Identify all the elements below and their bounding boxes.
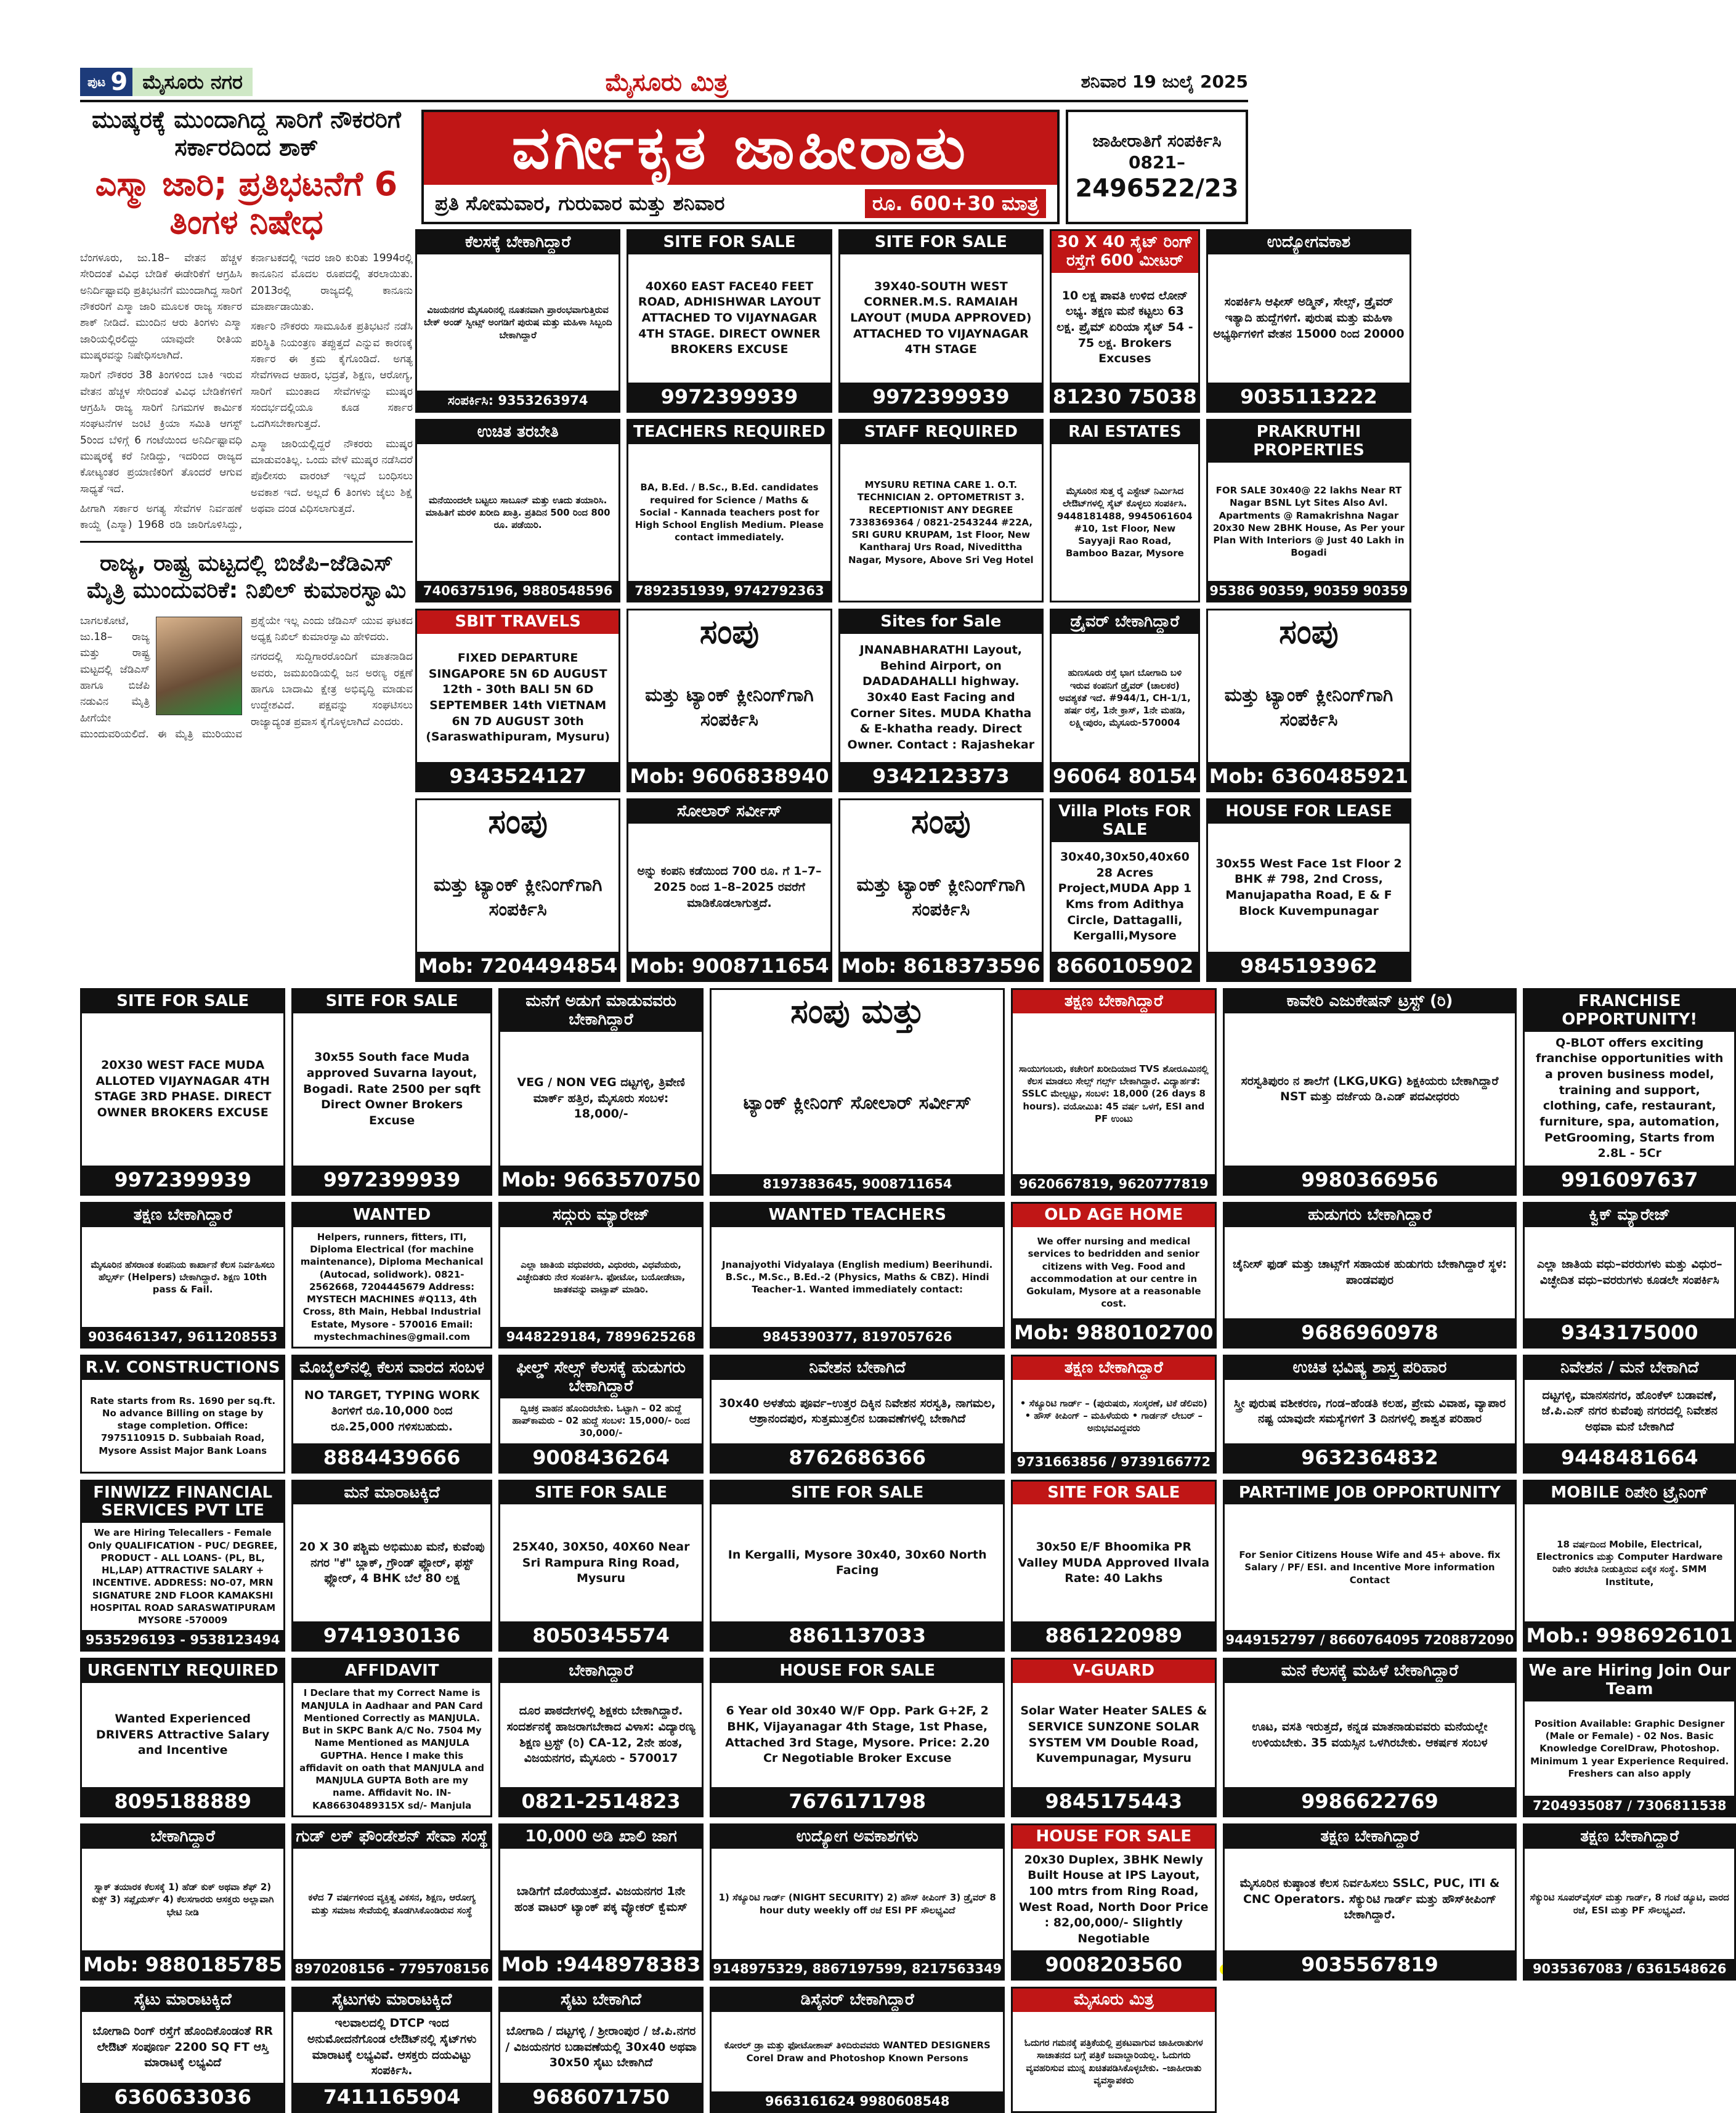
ad-title: ಸಂಪು — [1208, 610, 1409, 654]
ad-body: ಟ್ಯಾಂಕ್ ಕ್ಲೀನಿಂಗ್ ಸೋಲಾರ್ ಸರ್ವೀಸ್ — [743, 1092, 971, 1114]
ad-title: ಡಿಸೈನರ್ ಬೇಕಾಗಿದ್ದಾರೆ — [712, 1989, 1003, 2012]
classified-ad — [291, 1658, 492, 1817]
ad-title: SITE FOR SALE — [82, 990, 283, 1013]
classified-ad — [1206, 798, 1411, 982]
ad-body: Position Available: Graphic Designer (Male or Female) - 02 Nos. Basic Knowledge CorelDraw, Photoshop. Minimum 1 year Experience Required. Freshers can also apply — [1530, 1718, 1729, 1779]
story1-paragraph: ಹೀಗಾಗಿ ಸರ್ಕಾರ ಅಗತ್ಯ ಸೇವೆಗಳ ನಿರ್ವಹಣೆ ಕಾಯ್ದೆ (ಎಸ್ಮಾ) 1968 ರಡಿ ಜಾರಿಗೊಳಿಸಿದ್ದು, ಕರ್ನಾಟಕದಲ್ಲಿ ಇದರ ಜಾರಿ ಕುರಿತು 1994ರಲ್ಲಿ ಕಾನೂನಿನ ಮೊದಲ ರೂಪದಲ್ಲಿ ತರಲಾಯಿತು. 2013ರಲ್ಲಿ ರಾಜ್ಯದಲ್ಲಿ ಕಾನೂನು ಮಾರ್ಪಾಡಾಯಿತು. — [80, 251, 413, 532]
ad-body: ಸರಸ್ವತಿಪುರಂ ನ ಶಾಲೆಗೆ (LKG,UKG) ಶಿಕ್ಷಕಿಯರು ಬೇಕಾಗಿದ್ದಾರೆ NST ಮತ್ತು ದರ್ಜೆಯ ಡಿ.ಎಡ್ ಪದವೀಧರರು — [1241, 1074, 1499, 1104]
ad-body: 30x55 West Face 1st Floor 2 BHK # 798, 2nd Cross, Manujapatha Road, E & F Block Kuvempunagar — [1215, 856, 1402, 918]
page-number-box — [80, 68, 135, 96]
ad-title: R.V. CONSTRUCTIONS — [82, 1357, 283, 1380]
story2-headline: ರಾಜ್ಯ, ರಾಷ್ಟ್ರ ಮಟ್ಟದಲ್ಲಿ ಬಿಜೆಪಿ–ಜೆಡಿಎಸ್ ಮೈತ್ರಿ ಮುಂದುವರಿಕೆ: ನಿಖಿಲ್ ಕುಮಾರಸ್ವಾಮಿ — [86, 550, 407, 603]
banner-rate: ರೂ. 600+30 ಮಾತ್ರ — [865, 189, 1046, 218]
story1-paragraph: ಸಾರಿಗೆ ನೌಕರರ 38 ತಿಂಗಳಿಂದ ಬಾಕಿ ಇರುವ ವೇತನ ಹೆಚ್ಚಳ ಸೇರಿದಂತೆ ವಿವಿಧ ಬೇಡಿಕೆಗಳಿಗೆ ಆಗ್ರಹಿಸಿ ರಾಜ್ಯ ಸಾರಿಗೆ ನಿಗಮಗಳ ಕಾರ್ಮಿಕ ಸಂಘಟನೆಗಳ ಜಂಟಿ ಕ್ರಿಯಾ ಸಮಿತಿ ಆಗಸ್ಟ್ 5ರಿಂದ ಬೆಳಿಗ್ಗೆ 6 ಗಂಟೆಯಿಂದ ಅನಿರ್ದಿಷ್ಟಾವಧಿ ಮುಷ್ಕರಕ್ಕೆ ಕರೆ ನೀಡಿದ್ದು, ಇದರಿಂದ ರಾಜ್ಯದ ಕೋಟ್ಯಂತರ ಪ್ರಯಾಣಿಕರಿಗೆ ತೊಂದರೆ ಆಗುವ ಸಾಧ್ಯತೆ ಇದೆ. — [80, 369, 242, 495]
ad-body: FOR SALE 30x40@ 22 lakhs Near RT Nagar BSNL Lyt Sites Also Avl. Apartments @ Ramakrishna Nagar 20x30 New 2BHK House, As Per your Plan With Interiors @ Just 40 Lakh in Bogadi — [1212, 485, 1405, 559]
ad-phone: 9845193962 — [1208, 952, 1409, 980]
ad-phone: 0821-2514823 — [500, 1787, 702, 1815]
classified-ad — [1050, 798, 1200, 982]
header-rule — [80, 100, 1248, 102]
ad-phone: 9972399939 — [293, 1166, 490, 1194]
ad-phone: 8861220989 — [1013, 1621, 1214, 1650]
ad-body: ಸೆಕ್ಯುರಿಟಿ ಸೂಪರ್‌ವೈಸರ್ ಮತ್ತು ಗಾರ್ಡ್, 8 ಗಂಟೆ ಡ್ಯೂಟಿ, ವಾರದ ರಜೆ, ESI ಮತ್ತು PF ಸೌಲಭ್ಯವಿದೆ. — [1530, 1892, 1729, 1916]
ad-body: ಮನೆಯಿಂದಲೇ ಬಟ್ಟಲು ಸಾಬೂನ್ ಮತ್ತು ಊದು ತಯಾರಿಸಿ. ಮಾಹಿತಿಗೆ ಮರಳಿ ಖರೀದಿ ಖಾತ್ರಿ. ಪ್ರತಿದಿನ 500 ರಿಂದ 800 ರೂ. ಪಡೆಯಿರಿ. — [425, 494, 610, 531]
ad-phone: 9449152797 / 8660764095 7208872090 — [1225, 1630, 1515, 1650]
story1-headline: ಮುಷ್ಕರಕ್ಕೆ ಮುಂದಾಗಿದ್ದ ಸಾರಿಗೆ ನೌಕರರಿಗೆ ಸರ್ಕಾರದಿಂದ ಶಾಕ್ — [92, 106, 401, 161]
ad-title: ಸೈಟುಗಳು ಮಾರಾಟಕ್ಕಿದೆ — [293, 1989, 490, 2012]
classified-ad — [80, 1355, 285, 1474]
ad-body: ಸಂಪರ್ಕಿಸಿ ಆಫೀಸ್ ಅಡ್ಮಿನ್, ಸೇಲ್ಸ್, ಡ್ರೈವರ್ ಇತ್ಯಾದಿ ಹುದ್ದೆಗಳಿಗೆ. ಪುರುಷ ಮತ್ತು ಮಹಿಳಾ ಅಭ್ಯರ್ಥಿಗಳಿಗೆ ವೇತನ 15000 ರಿಂದ 20000 — [1213, 295, 1405, 341]
ad-phone: 8861137033 — [712, 1621, 1003, 1650]
ad-title: FRANCHISE OPPORTUNITY! — [1525, 990, 1734, 1032]
ad-phone: 6360633036 — [82, 2083, 283, 2111]
ad-title: ಸದ್ಗುರು ಮ್ಯಾರೇಜ್ — [500, 1204, 702, 1227]
ad-phone: Mob: 9663570750 — [500, 1166, 702, 1194]
ad-phone: Mob.: 9986926101 — [1525, 1621, 1734, 1650]
ad-body: Q-BLOT offers exciting franchise opportunities with a proven business model, training and support, clothing, cafe, restaurant, furniture, spa, automation, PetGrooming, Starts from 2.8L - 5Cr — [1535, 1036, 1724, 1161]
ad-phone: 8095188889 — [82, 1787, 283, 1815]
ad-body: 10 ಲಕ್ಷ ಪಾವತಿ ಉಳಿದ ಲೋನ್ ಲಭ್ಯ. ತಕ್ಷಣ ಮನೆ ಕಟ್ಟಲು 63 ಲಕ್ಷ. ಪ್ರೈಮ್ ಏರಿಯಾ ಸೈಟ್ 54 - 75 ಲಕ್ಷ. Brokers Excuses — [1057, 288, 1193, 366]
ad-phone: 9686960978 — [1225, 1318, 1515, 1347]
ad-title: ಸಂಪು — [417, 800, 619, 843]
ad-phone: 9632364832 — [1225, 1443, 1515, 1472]
ad-body: ಸ್ನಾಕ್ ತಯಾರಕ ಕೆಲಸಕ್ಕೆ 1) ಹೆಡ್ ಕುಕ್ ಅಥವಾ ಶೆಫ್ 2) ಕುಕ್ಸ್ 3) ಸಪ್ಲೈಯರ್ಸ್ 4) ಕೆಲಸಗಾರರು ಆಸಕ್ತರು ಅಲ್ಲಾವಾಗಿ ಭೇಟಿ ನೀಡಿ — [91, 1881, 274, 1918]
ad-body: In Kergalli, Mysore 30x40, 30x60 North Facing — [728, 1547, 987, 1578]
ad-body: ದ್ವಿಚಕ್ರ ವಾಹನ ಹೊಂದಿರಬೇಕು. ಓಟ್ಟಾಗಿ – 02 ಹುದ್ದೆ ಹಾಪ್‌ಕಾಮರು – 02 ಹುದ್ದೆ ಸಂಬಳ: 15,000/- ರಿಂದ 30,000/- — [512, 1402, 690, 1439]
ad-body: ದೂರ ಪಾಠದೇಗಳಲ್ಲಿ ಶಿಕ್ಷಕರು ಬೇಕಾಗಿದ್ದಾರೆ. ಸಂದರ್ಶನಕ್ಕೆ ಹಾಜರಾಗಬೇಕಾದ ವಿಳಾಸ: ವಿದ್ಯಾರಣ್ಯ ಶಿಕ್ಷಣ ಟ್ರಸ್ಟ್ (ರಿ) CA-12, 2ನೇ ಹಂತ, ವಿಜಯನಗರ, ಮೈಸೂರು - 570017 — [506, 1704, 696, 1766]
ad-title: Villa Plots FOR SALE — [1052, 800, 1198, 842]
classified-ad — [291, 1355, 492, 1474]
ad-title: Sites for Sale — [840, 610, 1042, 634]
ad-title: SITE FOR SALE — [500, 1482, 702, 1505]
classified-ad — [291, 1202, 492, 1349]
ad-phone: Mob: 7204494854 — [417, 952, 619, 980]
ad-title: HOUSE FOR SALE — [712, 1660, 1003, 1683]
classified-ad — [1523, 1658, 1735, 1817]
ad-phone: Mob: 8618373596 — [840, 952, 1042, 980]
ad-title: SBIT TRAVELS — [417, 610, 619, 634]
ad-body: ಮತ್ತು ಟ್ಯಾಂಕ್ ಕ್ಲೀನಿಂಗ್‌ಗಾಗಿ ಸಂಪರ್ಕಿಸಿ — [1224, 684, 1393, 731]
contact-phone: 2496522/23 — [1075, 174, 1239, 203]
contact-label: ಜಾಹೀರಾತಿಗೆ ಸಂಪರ್ಕಿಸಿ — [1092, 131, 1222, 151]
ad-body: ಅನ್ನು ಕಂಪನಿ ಕಡೆಯಿಂದ 700 ರೂ. ಗೆ 1–7–2025 ರಿಂದ 1–8–2025 ರವರೆಗೆ ಮಾಡಿಕೊಡಲಾಗುತ್ತದೆ. — [637, 864, 822, 910]
classified-ad — [415, 229, 620, 413]
contact-box — [1066, 110, 1248, 224]
ad-body: 20X30 WEST FACE MUDA ALLOTED VIJAYNAGAR 4TH STAGE 3RD PHASE. DIRECT OWNER BROKERS EXCUSE — [94, 1058, 272, 1120]
ad-body: NO TARGET, TYPING WORK ತಿಂಗಳಿಗೆ ರೂ.10,000 ರಿಂದ ರೂ.25,000 ಗಳಿಸಬಹುದು. — [304, 1388, 480, 1434]
classified-ad — [1223, 1658, 1517, 1817]
ad-body: For Senior Citizens House Wife and 45+ above. fix Salary / PF/ ESI. and Incentive More information Contact — [1239, 1549, 1501, 1586]
ad-title: RAI ESTATES — [1052, 421, 1198, 444]
ad-title: ತಕ್ಷಣ ಬೇಕಾಗಿದ್ದಾರೆ — [1525, 1825, 1734, 1849]
ad-phone: Mob: 9880185785 — [82, 1950, 283, 1979]
ad-title: PRAKRUTHI PROPERTIES — [1208, 421, 1409, 463]
classified-ad — [291, 1987, 492, 2112]
ad-body: ಮೈಸೂರಿನ ಕುಷ್ಠಾಂತ ಕೆಲಸ ನಿರ್ವಹಿಸಲು SSLC, PUC, ITI & CNC Operators. ಸೆಕ್ಯುರಿಟಿ ಗಾರ್ಡ್ ಮತ್ತು ಹೌಸ್‌ಕೀಪಿಂಗ್ ಬೇಕಾಗಿದ್ದಾರೆ. — [1239, 1876, 1500, 1922]
ad-phone: 8884439666 — [293, 1443, 490, 1472]
ad-title: MOBILE ರಿಪೇರಿ ಟ್ರೈನಿಂಗ್ — [1525, 1482, 1734, 1505]
ad-title: SITE FOR SALE — [1013, 1482, 1214, 1505]
ad-title: ಸೋಲಾರ್ ಸರ್ವೀಸ್ — [628, 800, 830, 824]
classified-ad — [291, 1480, 492, 1652]
ad-phone: 9448481664 — [1525, 1443, 1734, 1472]
ad-title: 30 X 40 ಸೈಟ್ ರಿಂಗ್ ರಸ್ತೆಗೆ 600 ಮೀಟರ್ — [1052, 231, 1198, 273]
ad-phone: 9845390377, 8197057626 — [712, 1327, 1003, 1347]
page-label: ಪುಟ — [87, 75, 106, 89]
ad-title: AFFIDAVIT — [293, 1660, 490, 1683]
ad-title: ಕೆಲಸಕ್ಕೆ ಬೇಕಾಗಿದ್ದಾರೆ — [417, 231, 619, 254]
ad-title: TEACHERS REQUIRED — [628, 421, 830, 444]
ad-title: V-GUARD — [1013, 1660, 1214, 1683]
classified-ad — [1523, 1823, 1735, 1981]
ad-title: WANTED — [293, 1204, 490, 1227]
classifieds-banner — [421, 110, 1060, 224]
classified-ad — [80, 1823, 285, 1981]
classified-ad — [1223, 1355, 1517, 1474]
ad-title: ಮನೆ ಮಾರಾಟಕ್ಕಿದೆ — [293, 1482, 490, 1505]
classified-ad — [1050, 419, 1200, 602]
ad-phone: 9620667819, 9620777819 — [1013, 1174, 1214, 1194]
ad-body: • ಸೆಕ್ಯೂರಿಟಿ ಗಾರ್ಡ್ – (ಪುರುಷರು, ಸಂಸ್ಕರಣೆ, ಟಿಕೆ ಡೆಲಿವರಿ) • ಹೌಸ್ ಕೀಪಿಂಗ್ – ಮಹಿಳೆಯರು • ಗಾರ್ಡನ್ ಲೇಬರ್ – ಅನುಭವವಿದ್ದವರು — [1020, 1397, 1207, 1434]
classified-ad — [1523, 988, 1735, 1196]
ad-body: 30x55 South face Muda approved Suvarna layout, Bogadi. Rate 2500 per sqft Direct Owner Brokers Excuse — [303, 1050, 481, 1127]
classified-ad — [498, 1355, 704, 1474]
ad-phone: 8660105902 — [1052, 952, 1198, 980]
ad-phone: 96064 80154 — [1052, 762, 1198, 790]
ad-title: STAFF REQUIRED — [840, 421, 1042, 444]
classified-ad — [838, 229, 1044, 413]
ad-title: URGENTLY REQUIRED — [82, 1660, 283, 1683]
ad-body: ಊಟ, ವಸತಿ ಇರುತ್ತದೆ, ಕನ್ನಡ ಮಾತನಾಡುವವರು ಮನೆಯಲ್ಲೇ ಉಳಿಯಬೇಕು. 35 ವಯಸ್ಸಿನ ಒಳಗಿರಬೇಕು. ಆಕರ್ಷಕ ಸಂಬಳ — [1252, 1719, 1488, 1750]
classified-ad — [1206, 229, 1411, 413]
ad-phone: 9972399939 — [628, 383, 830, 411]
divider — [80, 541, 413, 543]
ad-phone: 9741930136 — [293, 1621, 490, 1650]
ad-phone: 7676171798 — [712, 1787, 1003, 1815]
ad-body: ವಿಜಯನಗರ ಮೈಸೂರಿನಲ್ಲಿ ನೂತನವಾಗಿ ಪ್ರಾರಂಭವಾಗುತ್ತಿರುವ ಬೇಕ್ ಅಂಡ್ ಸ್ವೀಟ್ಸ್ ಅಂಗಡಿಗೆ ಪುರುಷ ಮತ್ತು ಮಹಿಳಾ ಸಿಬ್ಬಂದಿ ಬೇಕಾಗಿದ್ದಾರೆ — [423, 304, 612, 341]
ad-body: 6 Year old 30x40 W/F Opp. Park G+2F, 2 BHK, Vijayanagar 4th Stage, 1st Phase, Attached 3rd Stage, Mysore. Price: 2.20 Cr Negotiable Broker Excuse — [725, 1704, 990, 1766]
classified-ad — [1050, 229, 1200, 413]
ad-phone: 9035567819 — [1225, 1950, 1515, 1979]
ad-title: ತಕ್ಷಣ ಬೇಕಾಗಿದ್ದಾರೆ — [1013, 1357, 1214, 1380]
ad-phone: 9986622769 — [1225, 1787, 1515, 1815]
classified-ad — [1011, 1658, 1216, 1817]
classified-ad — [415, 609, 620, 792]
classified-ad — [80, 988, 285, 1196]
ad-body: Rate starts from Rs. 1690 per sq.ft. No advance Billing on stage by stage completion. Office: 7975110915 D. Subbaiah Road, Mysore Assist Major Bank Loans — [90, 1395, 276, 1456]
ad-phone: 7406375196, 9880548596 — [417, 581, 619, 601]
ad-body: Jnanajyothi Vidyalaya (English medium) Beerihundi. B.Sc., M.Sc., B.Ed.-2 (Physics, Maths & CBZ). Hindi Teacher-1. Wanted immediately contact: — [722, 1259, 993, 1296]
ad-body: 30x50 E/F Bhoomika PR Valley MUDA Approved Ilvala Rate: 40 Lakhs — [1018, 1539, 1210, 1586]
ad-body: 30x40 ಅಳತೆಯ ಪೂರ್ವ–ಉತ್ತರ ದಿಕ್ಕಿನ ನಿವೇಶನ ಸರಸ್ವತಿ, ನಾಗಮಲ, ಆಶ್ರಾನಂದಪುರ, ಸುತ್ತಮುತ್ತಲಿನ ಬಡಾವಣೆಗಳಲ್ಲಿ ಬೇಕಾಗಿದೆ — [719, 1396, 996, 1426]
classified-ad — [1523, 1355, 1735, 1474]
banner-title: ವರ್ಗೀಕೃತ ಜಾಹೀರಾತು — [424, 112, 1057, 185]
ad-phone: 8762686366 — [712, 1443, 1003, 1472]
ad-title: ನಿವೇಶನ ಬೇಕಾಗಿದೆ — [712, 1357, 1003, 1380]
ad-title: ಉದ್ಯೋಗ ಅವಕಾಶಗಳು — [712, 1825, 1003, 1849]
ad-body: ಚೈನೀಸ್ ಫುಡ್ ಮತ್ತು ಚಾಟ್ಸ್‌ಗೆ ಸಹಾಯಕ ಹುಡುಗರು ಬೇಕಾಗಿದ್ದಾರೆ ಸ್ಥಳ: ಪಾಂಡವಪುರ — [1232, 1257, 1507, 1287]
ad-title: ಉಚಿತ ತರಬೇತಿ — [417, 421, 619, 444]
ad-title: HOUSE FOR SALE — [1013, 1825, 1214, 1849]
classified-ad — [291, 988, 492, 1196]
ad-body: ಮೈಸೂರಿನ ಹೆಸರಾಂತ ಕಂಪನಿಯ ಕಾರ್ಖಾನೆ ಕೆಲಸ ನಿರ್ವಹಿಸಲು ಹೆಲ್ಪರ್ಸ್ (Helpers) ಬೇಕಾಗಿದ್ದಾರೆ. ಶಿಕ್ಷಣ 10th pass & Fail. — [91, 1259, 275, 1296]
ad-phone: 9731663856 / 9739166772 — [1013, 1452, 1214, 1472]
ad-title: FINWIZZ FINANCIAL SERVICES PVT LTE — [82, 1482, 283, 1523]
ad-body: 30x40,30x50,40x60 28 Acres Project,MUDA App 1 Kms from Adithya Circle, Dattagalli, Kergalli,Mysore — [1058, 850, 1192, 943]
ad-phone: 9448229184, 7899625268 — [500, 1327, 702, 1347]
classified-ad — [627, 798, 832, 982]
ad-title: We are Hiring Join Our Team — [1525, 1660, 1734, 1701]
ad-phone: 9148975329, 8867197599, 8217563349 — [712, 1959, 1003, 1979]
ad-phone: 9035367083 / 6361548626 — [1525, 1959, 1734, 1979]
story1-paragraph: ಸರ್ಕಾರಿ ನೌಕರರು ಸಾಮೂಹಿಕ ಪ್ರತಿಭಟನೆ ನಡೆಸಿ ಪರಿಸ್ಥಿತಿ ನಿಯಂತ್ರಣ ತಪ್ಪುತ್ತದೆ ಎನ್ನುವ ಕಾರಣಕ್ಕೆ ಸರ್ಕಾರ ಈ ಕ್ರಮ ಕೈಗೊಂಡಿದೆ. ಅಗತ್ಯ ಸೇವೆಗಳಾದ ಆಹಾರ, ಭದ್ರತೆ, ಶಿಕ್ಷಣ, ಆರೋಗ್ಯ, ಸಾರಿಗೆ ಮುಂತಾದ ಸೇವೆಗಳನ್ನು ಮುಷ್ಕರ ಸಂದರ್ಭದಲ್ಲಿಯೂ ಕೂಡ ಸರ್ಕಾರ ಒದಗಿಸಬೇಕಾಗುತ್ತದೆ. — [251, 320, 413, 431]
ad-phone: 9343524127 — [417, 762, 619, 790]
story2-body — [80, 613, 413, 743]
ad-title: ತಕ್ಷಣ ಬೇಕಾಗಿದ್ದಾರೆ — [1225, 1825, 1515, 1849]
ad-title: 10,000 ಅಡಿ ಖಾಲಿ ಜಾಗ — [500, 1825, 702, 1849]
classified-ad — [1011, 1987, 1216, 2112]
ad-phone: 9343175000 — [1525, 1318, 1734, 1347]
ad-title: ಫೀಲ್ಡ್ ಸೇಲ್ಸ್ ಕೆಲಸಕ್ಕೆ ಹುಡುಗರು ಬೇಕಾಗಿದ್ದಾರೆ — [500, 1357, 702, 1398]
ad-body: ಮತ್ತು ಟ್ಯಾಂಕ್ ಕ್ಲೀನಿಂಗ್‌ಗಾಗಿ ಸಂಪರ್ಕಿಸಿ — [856, 874, 1026, 921]
contact-code: 0821– — [1129, 152, 1185, 172]
classified-ad — [80, 1658, 285, 1817]
ad-title: ನಿವೇಶನ / ಮನೆ ಬೇಕಾಗಿದೆ — [1525, 1357, 1734, 1380]
ad-title: ಉಚಿತ ಭವಿಷ್ಯ ಶಾಸ್ತ್ರ ಪರಿಹಾರ — [1225, 1357, 1515, 1380]
ad-phone: 9342123373 — [840, 762, 1042, 790]
ad-title: PART-TIME JOB OPPORTUNITY — [1225, 1482, 1515, 1505]
ad-phone: 9036461347, 9611208553 — [82, 1327, 283, 1347]
ad-body: MYSURU RETINA CARE 1. O.T. TECHNICIAN 2. OPTOMETRIST 3. RECEPTIONIST ANY DEGREE 7338369364 / 0821-2543244 #22A, SRI GURU KRUPAM, 1st Floor, New Kantharaj Urs Road, Nivedittha Nagar, Mysore, Above Sri Veg Hotel — [848, 479, 1034, 566]
ad-phone: 8197383645, 9008711654 — [712, 1174, 1003, 1194]
ad-body: ಬಾಡಿಗೆಗೆ ದೊರೆಯುತ್ತದೆ. ವಿಜಯನಗರ 1ನೇ ಹಂತ ವಾಟರ್ ಟ್ಯಾಂಕ್ ಪಕ್ಕ ವ್ಯೋಕರ್ ಕ್ವೆಮಸ್ — [514, 1884, 688, 1914]
ad-body: 20x30 Duplex, 3BHK Newly Built House at IPS Layout, 100 mtrs from Ring Road, West Road, North Door Price : 82,00,000/- Slightly Negotiable — [1019, 1852, 1209, 1945]
ad-title: ಗುಡ್ ಲಕ್ ಫೌಂಡೇಶನ್ ಸೇವಾ ಸಂಸ್ಥೆ — [293, 1825, 490, 1849]
classified-ad — [1523, 1480, 1735, 1652]
ad-title: ಸಂಪು — [628, 610, 830, 654]
classified-ad — [710, 988, 1005, 1196]
ad-body: ಓದುಗರ ಗಮನಕ್ಕೆ ಪತ್ರಿಕೆಯಲ್ಲಿ ಪ್ರಕಟವಾಗುವ ಜಾಹೀರಾತುಗಳ ಸಾಚಾತನದ ಬಗ್ಗೆ ಪತ್ರಿಕೆ ಜವಾಬ್ದಾರಿಯಲ್ಲ. ಓದುಗರು ವ್ಯವಹರಿಸುವ ಮುನ್ನ ಖಚಿತಪಡಿಸಿಕೊಳ್ಳಬೇಕು. –ಜಾಹೀರಾತು ವ್ಯವಸ್ಥಾಪಕರು — [1024, 2037, 1203, 2086]
ad-body: ಮತ್ತು ಟ್ಯಾಂಕ್ ಕ್ಲೀನಿಂಗ್‌ಗಾಗಿ ಸಂಪರ್ಕಿಸಿ — [645, 684, 814, 731]
classified-ad — [710, 1480, 1005, 1652]
page-number: 9 — [110, 68, 128, 96]
classified-ad — [710, 1355, 1005, 1474]
ad-body: BA, B.Ed. / B.Sc., B.Ed. candidates required for Science / Maths & Social - Kannada teachers post for High School English Medium. Please contact immediately. — [635, 482, 824, 543]
ad-phone: 9008436264 — [500, 1443, 702, 1472]
banner-subline — [424, 185, 1057, 222]
ad-title: ಮೊಬೈಲ್‌ನಲ್ಲಿ ಕೆಲಸ ವಾರದ ಸಂಬಳ — [293, 1357, 490, 1380]
classified-ad — [1223, 1202, 1517, 1349]
ad-body: Solar Water Heater SALES & SERVICE SUNZONE SOLAR SYSTEM VM Double Road, Kuvempunagar, Mysuru — [1020, 1704, 1207, 1766]
ad-body: FIXED DEPARTURE SINGAPORE 5N 6D AUGUST 12th - 30th BALI 5N 6D SEPTEMBER 14th VIETNAM 6N 7D AUGUST 30th (Saraswathipuram, Mysuru) — [426, 651, 610, 744]
ad-title: ಮೈಸೂರು ಮಿತ್ರ — [1013, 1989, 1214, 2012]
classified-ad — [291, 1823, 492, 1981]
ad-title: SITE FOR SALE — [712, 1482, 1003, 1505]
classified-ad — [1011, 1202, 1216, 1349]
classified-ad — [710, 1202, 1005, 1349]
ad-phone: Mob: 6360485921 — [1208, 762, 1409, 790]
ad-body: Wanted Experienced DRIVERS Attractive Salary and Incentive — [95, 1712, 270, 1758]
ad-phone: 9686071750 — [500, 2083, 702, 2111]
classified-ad — [1050, 609, 1200, 792]
classified-ad — [1223, 1823, 1517, 1981]
ad-phone: 9663161624 9980608548 — [712, 2091, 1003, 2111]
ad-phone: 7411165904 — [293, 2083, 490, 2111]
ad-phone: 8970208156 - 7795708156 — [293, 1959, 490, 1979]
classified-ad — [838, 419, 1044, 602]
ad-title: ಮನೆ ಕೆಲಸಕ್ಕೆ ಮಹಿಳೆ ಬೇಕಾಗಿದ್ದಾರೆ — [1225, 1660, 1515, 1683]
classified-ad — [80, 1987, 285, 2112]
classified-ad — [415, 798, 620, 982]
classified-ad — [1223, 988, 1517, 1196]
ad-phone: 7204935087 / 7306811538 — [1525, 1796, 1734, 1815]
ad-body: We offer nursing and medical services to bedridden and senior citizens with Veg. Food and accommodation at our centre in Gokulam, Mysore at a reasonable cost. — [1026, 1236, 1201, 1310]
ad-title: WANTED TEACHERS — [712, 1204, 1003, 1227]
ad-phone: 9972399939 — [82, 1166, 283, 1194]
ad-title: ಸಂಪು — [840, 800, 1042, 843]
classified-ad — [498, 1987, 704, 2112]
ad-phone: 9035113222 — [1208, 383, 1409, 411]
ad-body: ಬೋಗಾದಿ / ದಟ್ಟಗಳ್ಳಿ / ಶ್ರೀರಾಂಪುರ / ಜೆ.ಪಿ.ನಗರ / ವಿಜಯನಗರ ಬಡಾವಣೆಯಲ್ಲಿ 30x40 ಅಥವಾ 30x50 ಸೈಟು ಬೇಕಾಗಿದೆ — [505, 2024, 697, 2070]
ad-title: SITE FOR SALE — [628, 231, 830, 254]
ad-title: ಬೇಕಾಗಿದ್ದಾರೆ — [500, 1660, 702, 1683]
ad-phone: Mob: 9606838940 — [628, 762, 830, 790]
masthead: ಮೈಸೂರು ಮಿತ್ರ — [605, 67, 728, 97]
ad-body: ದಟ್ಟಗಳ್ಳಿ, ಮಾನಸನಗರ, ಹೊಂಕೆಳ್ ಬಡಾವಣೆ, ಜೆ.ಪಿ.ಎನ್ ನಗರ ಕುವೆಂಪು ನಗರದಲ್ಲಿ ನಿವೇಶನ ಅಥವಾ ಮನೆ ಬೇಕಾಗಿದೆ — [1541, 1388, 1718, 1434]
classified-ad — [498, 1823, 704, 1981]
ad-phone: Mob :9448978383 — [500, 1950, 702, 1979]
story1-paragraph: ಎಸ್ಮಾ ಜಾರಿಯಲ್ಲಿದ್ದರೆ ನೌಕರರು ಮುಷ್ಕರ ಮಾಡುವಂತಿಲ್ಲ. ಒಂದು ವೇಳೆ ಮುಷ್ಕರ ನಡೆಸಿದರೆ ಪೊಲೀಸರು ವಾರಂಟ್ ಇಲ್ಲದೆ ಬಂಧಿಸಲು ಅವಕಾಶ ಇದೆ. ಅಲ್ಲದೆ 6 ತಿಂಗಳು ಜೈಲು ಶಿಕ್ಷೆ ಅಥವಾ ದಂಡ ವಿಧಿಸಲಾಗುತ್ತದೆ. — [251, 437, 413, 515]
ad-body: ಎಲ್ಲಾ ಜಾತಿಯ ವಧು–ವರರುಗಳು ಮತ್ತು ವಿಧುರ–ವಿಚ್ಛೇದಿತ ವಧು–ವರರುಗಳು ಕೂಡಲೇ ಸಂಪರ್ಕಿಸಿ — [1536, 1257, 1722, 1287]
classified-ad — [1011, 1823, 1216, 1981]
ad-body: 40X60 EAST FACE40 FEET ROAD, ADHISHWAR LAYOUT ATTACHED TO VIJAYNAGAR 4TH STAGE. DIRECT OWNER BROKERS EXCUSE — [638, 279, 821, 357]
ad-title: ಡ್ರೈವರ್ ಬೇಕಾಗಿದ್ದಾರೆ — [1052, 610, 1198, 634]
ad-body: ಸ್ತ್ರೀ ಪುರುಷ ವಶೀಕರಣ, ಗಂಡ–ಹೆಂಡತಿ ಕಲಹ, ಪ್ರೇಮ ವಿವಾಹ, ವ್ಯಾಪಾರ ನಷ್ಟ ಯಾವುದೇ ಸಮಸ್ಯೆಗಳಿಗೆ 3 ದಿನಗಳಲ್ಲಿ ಶಾಶ್ವತ ಪರಿಹಾರ — [1233, 1396, 1506, 1426]
classified-ad — [498, 988, 704, 1196]
classified-ad — [80, 1202, 285, 1349]
classified-ad — [838, 798, 1044, 982]
classified-ad — [627, 419, 832, 602]
ad-phone: 8050345574 — [500, 1621, 702, 1650]
classified-ad — [627, 229, 832, 413]
classified-ads-grid-lower — [80, 988, 1733, 2109]
ad-phone: 9980366956 — [1225, 1166, 1515, 1194]
ad-body: ಬೋಗಾದಿ ರಿಂಗ್ ರಸ್ತೆಗೆ ಹೊಂದಿಕೊಂಡಂತೆ RR ಲೇಔಟ್ ಸಂಪೂರ್ಣ 2200 SQ FT ಆಸ್ತಿ ಮಾರಾಟಕ್ಕೆ ಲಭ್ಯವಿದೆ — [92, 2024, 274, 2070]
classified-ad — [1223, 1480, 1517, 1652]
classified-ad — [710, 1987, 1005, 2112]
ad-title: ಉದ್ಯೋಗವಕಾಶ — [1208, 231, 1409, 254]
ad-title: ಸಂಪು ಮತ್ತು — [712, 990, 1003, 1033]
ad-phone: 9535296193 - 9538123494 — [82, 1630, 283, 1650]
classified-ad — [1011, 988, 1216, 1196]
ad-body: I Declare that my Correct Name is MANJULA in Aadhaar and PAN Card Mentioned Correctly as MANJULA. But in SKPC Bank A/C No. 7504 My Name Mentioned as MANJULA GUPTHA. Hence I make this affidavit on oath that MANJULA and MANJULA GUPTA Both are my name. Affidavit No. IN-KA86630489315X sd/- Manjula — [299, 1687, 485, 1811]
ad-phone: 95386 90359, 90359 90359 — [1208, 581, 1409, 601]
ad-title: HOUSE FOR LEASE — [1208, 800, 1409, 824]
ad-body: We are Hiring Telecallers - Female Only QUALIFICATION - PUC/ DEGREE, PRODUCT - ALL LOANS- (PL, BL, HL,LAP) ATTRACTIVE SALARY + INCENTIVE. ADDRESS: NO-07, MRN SIGNATURE 2ND FLOOR KAMAKSHI HOSPITAL ROAD SARASWATIPURAM MYSORE -570009 — [87, 1527, 278, 1626]
ad-phone: Mob: 9008711654 — [628, 952, 830, 980]
ad-phone: 9008203560 — [1013, 1950, 1214, 1979]
ad-title: ಸೈಟು ಮಾರಾಟಕ್ಕಿದೆ — [82, 1989, 283, 2012]
ad-body: 20 X 30 ಪಶ್ಚಿಮ ಅಭಿಮುಖ ಮನೆ, ಕುವೆಂಪು ನಗರ "ಕೆ" ಬ್ಲಾಕ್, ಗ್ರೌಂಡ್ ಫ್ಲೋರ್, ಫಸ್ಟ್ ಫ್ಲೋರ್, 4 BHK ಬೆಲೆ 80 ಲಕ್ಷ — [299, 1539, 485, 1586]
ad-body: ಹುಣಸೂರು ರಸ್ತೆ ಭಾಗ ಬೋಗಾದಿ ಬಳಿ ಇರುವ ಕಂಪನಿಗೆ ಡ್ರೈವರ್ (ಚಾಲಕರ) ಅವಶ್ಯಕತೆ ಇದೆ. #944/1, CH-1/1, ಹರ್ಷ ರಸ್ತೆ, 1ನೇ ಕ್ರಾಸ್, 1ನೇ ಮಹಡಿ, ಲಕ್ಷ್ಮೀಪುರಂ, ಮೈಸೂರು-570004 — [1058, 667, 1191, 729]
story2-paragraph: ಬಾಗಲಕೋಟೆ, ಜು.18– ರಾಜ್ಯ ಮತ್ತು ರಾಷ್ಟ್ರ ಮಟ್ಟದಲ್ಲಿ ಜೆಡಿಎಸ್ ಹಾಗೂ ಬಿಜೆಪಿ ನಡುವಿನ ಮೈತ್ರಿ ಹೀಗೆಯೇ ಮುಂದುವರಿಯಲಿದೆ. ಈ ಮೈತ್ರಿ ಮುರಿಯುವ ಪ್ರಶ್ನೆಯೇ ಇಲ್ಲ ಎಂದು ಜೆಡಿಎಸ್ ಯುವ ಘಟಕದ ಅಧ್ಯಕ್ಷ ನಿಖಿಲ್ ಕುಮಾರಸ್ವಾಮಿ ಹೇಳಿದರು. — [80, 614, 413, 740]
ad-title: ಬೇಕಾಗಿದ್ದಾರೆ — [82, 1825, 283, 1849]
ad-body: ಮತ್ತು ಟ್ಯಾಂಕ್ ಕ್ಲೀನಿಂಗ್‌ಗಾಗಿ ಸಂಪರ್ಕಿಸಿ — [433, 874, 602, 921]
ad-body: ಸಾಯುಗಂಬರು, ಕಚೇರಿಗೆ ಖರೀದಿಯಾದ TVS ಶೋರೂಮಿನಲ್ಲಿ ಕೆಲಸ ಮಾಡಲು ಸೇಲ್ಸ್ ಗರ್ಲ್ಸ್ ಬೇಕಾಗಿದ್ದಾರೆ. ವಿದ್ಯಾರ್ಹತೆ: SSLC ಮೇಲ್ಪಟ್ಟು, ಸಂಬಳ: 18,000 (26 days 8 hours). ವಯೋಮಿತಿ: 45 ವರ್ಷ ಒಳಗೆ, ESI and PF ಉಂಟು — [1019, 1063, 1209, 1124]
ad-title: ಕಾವೇರಿ ಎಜುಕೇಷನ್ ಟ್ರಸ್ಟ್ (ರಿ) — [1225, 990, 1515, 1013]
story1-paragraph: ಬೆಂಗಳೂರು, ಜು.18– ವೇತನ ಹೆಚ್ಚಳ ಸೇರಿದಂತೆ ವಿವಿಧ ಬೇಡಿಕೆ ಈಡೇರಿಕೆಗೆ ಆಗ್ರಹಿಸಿ ಅನಿರ್ದಿಷ್ಟಾವಧಿ ಪ್ರತಿಭಟನೆಗೆ ಮುಂದಾಗಿದ್ದ ಸಾರಿಗೆ ನೌಕರರಿಗೆ ಎಸ್ಮಾ ಜಾರಿ ಮೂಲಕ ರಾಜ್ಯ ಸರ್ಕಾರ ಶಾಕ್ ನೀಡಿದೆ. ಮುಂದಿನ ಆರು ತಿಂಗಳು ಎಸ್ಮಾ ಜಾರಿಯಲ್ಲಿರಲಿದ್ದು ಯಾವುದೇ ರೀತಿಯ ಮುಷ್ಕರವನ್ನು ನಿಷೇಧಿಸಲಾಗಿದೆ. — [80, 251, 242, 362]
ad-body: 39X40-SOUTH WEST CORNER.M.S. RAMAIAH LAYOUT (MUDA APPROVED) ATTACHED TO VIJAYNAGAR 4TH STAGE — [850, 279, 1032, 357]
classified-ads-grid — [415, 229, 1409, 982]
ad-phone: 7892351939, 9742792363 — [628, 581, 830, 601]
classified-ad — [710, 1823, 1005, 1981]
ad-title: ತಕ್ಷಣ ಬೇಕಾಗಿದ್ದಾರೆ — [1013, 990, 1214, 1013]
classified-ad — [1206, 419, 1411, 602]
ad-body: ಕೋರಲ್ ಡ್ರಾ ಮತ್ತು ಫೋಟೋಶಾಪ್ ತಿಳಿದಿರುವವರು WANTED DESIGNERS Corel Draw and Photoshop Known Persons — [724, 2040, 991, 2064]
ad-phone: Mob: 9880102700 — [1013, 1318, 1214, 1347]
ad-phone: ಸಂಪರ್ಕಿಸಿ: 9353263974 — [417, 391, 619, 411]
ad-phone: 9845175443 — [1013, 1787, 1214, 1815]
classified-ad — [498, 1658, 704, 1817]
ad-body: ಮೈಸೂರಿನ ಸುತ್ತ ರೈ ಎಸ್ಟೇಟ್ ನಿರ್ಮಿಸಿದ ಲೇಔಟ್‌ಗಳಲ್ಲಿ ಸೈಟ್ ಕೊಳ್ಳಲು ಸಂಪರ್ಕಿಸಿ. 9448181488, 9945061604 #10, 1st Floor, New Sayyaji Rao Road, Bamboo Bazar, Mysore — [1057, 485, 1193, 559]
ad-phone: 9916097637 — [1525, 1166, 1734, 1194]
ad-body: JNANABHARATHI Layout, Behind Airport, on DADADAHALLI highway. 30x40 East Facing and Corner Sites. MUDA Khatha & E-khatha ready. Direct Owner. Contact : Rajashekar — [847, 643, 1035, 752]
ad-title: ಕ್ವಿಕ್ ಮ್ಯಾರೇಜ್ — [1525, 1204, 1734, 1227]
ad-phone: 81230 75038 — [1052, 383, 1198, 411]
classified-ad — [1011, 1480, 1216, 1652]
ad-title: ಮನೆಗೆ ಅಡುಗೆ ಮಾಡುವವರು ಬೇಕಾಗಿದ್ದಾರೆ — [500, 990, 702, 1032]
classified-ad — [498, 1480, 704, 1652]
ad-body: Helpers, runners, fitters, ITI, Diploma Electrical (for machine maintenance), Diploma Mechanical (Autocad, solidwork). 0821-2562668, 7204445679 Address: MYSTECH MACHINES #Q113, 4th Cross, 8th Main, Hebbal Industrial Estate, Mysore - 570016 Email: mystechmachines@gmail.com — [300, 1231, 484, 1342]
ad-body: 1) ಸೆಕ್ಯೂರಿಟಿ ಗಾರ್ಡ್ (NIGHT SECURITY) 2) ಹೌಸ್ ಕೀಪಿಂಗ್ 3) ಡ್ರೈವರ್ 8 hour duty weekly off ರಜೆ ESI PF ಸೌಲಭ್ಯವಿದೆ — [718, 1892, 996, 1916]
classified-ad — [710, 1658, 1005, 1817]
classified-ad — [498, 1202, 704, 1349]
issue-date: ಶನಿವಾರ 19 ಜುಲೈ 2025 — [1081, 71, 1248, 92]
ad-title: SITE FOR SALE — [293, 990, 490, 1013]
story2-paragraph: ನಗರದಲ್ಲಿ ಸುದ್ದಿಗಾರರೊಂದಿಗೆ ಮಾತನಾಡಿದ ಅವರು, ಜಮಖಂಡಿಯಲ್ಲಿ ಜನ ಅರಣ್ಯ ರಕ್ಷಣೆ ಹಾಗೂ ಬಾದಾಮಿ ಕ್ಷೇತ್ರ ಅಭಿವೃದ್ಧಿ ಮಾಡುವ ಉದ್ದೇಶವಿದೆ. ಪಕ್ಷವನ್ನು ಸಂಘಟಿಸಲು ರಾಜ್ಯಾದ್ಯಂತ ಪ್ರವಾಸ ಕೈಗೊಳ್ಳಲಾಗಿದೆ ಎಂದರು. — [251, 651, 413, 728]
classified-ad — [627, 609, 832, 792]
classified-ad — [415, 419, 620, 602]
ad-title: SITE FOR SALE — [840, 231, 1042, 254]
ad-title: ಹುಡುಗರು ಬೇಕಾಗಿದ್ದಾರೆ — [1225, 1204, 1515, 1227]
ad-title: OLD AGE HOME — [1013, 1204, 1214, 1227]
politician-photo — [156, 617, 242, 715]
ad-phone: 9972399939 — [840, 383, 1042, 411]
banner-schedule: ಪ್ರತಿ ಸೋಮವಾರ, ಗುರುವಾರ ಮತ್ತು ಶನಿವಾರ — [435, 191, 725, 215]
classified-ad — [1206, 609, 1411, 792]
news-column — [80, 106, 413, 987]
ad-body: ಎಲ್ಲಾ ಜಾತಿಯ ವಧುವರರು, ವಿಧುರರು, ವಿಧವೆಯರು, ವಿಚ್ಛೇದಿತರು ನೇರ ಸಂಪರ್ಕಿಸಿ. ಫೋಟೋ, ಬಯೋಡೇಟಾ, ಜಾತಕವನ್ನು ವಾಟ್ಸಾಪ್ ಮಾಡಿರಿ. — [516, 1259, 686, 1296]
page-header — [80, 68, 1248, 96]
classified-ad — [80, 1480, 285, 1652]
ad-body: VEG / NON VEG ದಟ್ಟಗಳ್ಳಿ, ತ್ರಿವೇಣಿ ಮಾರ್ಕ್ ಹತ್ತಿರ, ಮೈಸೂರು ಸಂಬಳ: 18,000/- — [517, 1075, 685, 1121]
classified-ad — [1011, 1355, 1216, 1474]
story1-subheadline: ಎಸ್ಮಾ ಜಾರಿ; ಪ್ರತಿಭಟನೆಗೆ 6 ತಿಂಗಳ ನಿಷೇಧ — [95, 164, 398, 241]
classified-ad — [838, 609, 1044, 792]
ad-title: ಸೈಟು ಬೇಕಾಗಿದೆ — [500, 1989, 702, 2012]
ad-body: 25X40, 30X50, 40X60 Near Sri Rampura Ring Road, Mysuru — [512, 1539, 690, 1586]
ad-body: ಕಳೆದ 7 ವರ್ಷಗಳಿಂದ ವ್ಯಕ್ತಿತ್ವ ವಿಕಸನ, ಶಿಕ್ಷಣ, ಆರೋಗ್ಯ ಮತ್ತು ಸಮಾಜ ಸೇವೆಯಲ್ಲಿ ತೊಡಗಿಸಿಕೊಂಡಿರುವ ಸಂಸ್ಥೆ — [308, 1892, 476, 1916]
ad-title: ತಕ್ಷಣ ಬೇಕಾಗಿದ್ದಾರೆ — [82, 1204, 283, 1227]
classified-ad — [1523, 1202, 1735, 1349]
section-name: ಮೈಸೂರು ನಗರ — [132, 68, 253, 96]
story1-body — [80, 250, 413, 533]
ad-body: 18 ವರ್ಷದಿಂದ Mobile, Electrical, Electronics ಮತ್ತು Computer Hardware ರಿಪೇರಿ ತರಬೇತಿ ನೀಡುತ್ತಿರುವ ಏಕೈಕ ಸಂಸ್ಥೆ. SMM Institute, — [1536, 1538, 1723, 1588]
ad-body: ಇಲವಾಲದಲ್ಲಿ DTCP ಇಂದ ಅನುಮೋದನೆಗೊಂಡ ಲೇಔಟ್‌ನಲ್ಲಿ ಸೈಟ್‌ಗಳು ಮಾರಾಟಕ್ಕೆ ಲಭ್ಯವಿವೆ. ಆಸಕ್ತರು ದಯವಿಟ್ಟು ಸಂಪರ್ಕಿಸಿ. — [307, 2016, 477, 2078]
